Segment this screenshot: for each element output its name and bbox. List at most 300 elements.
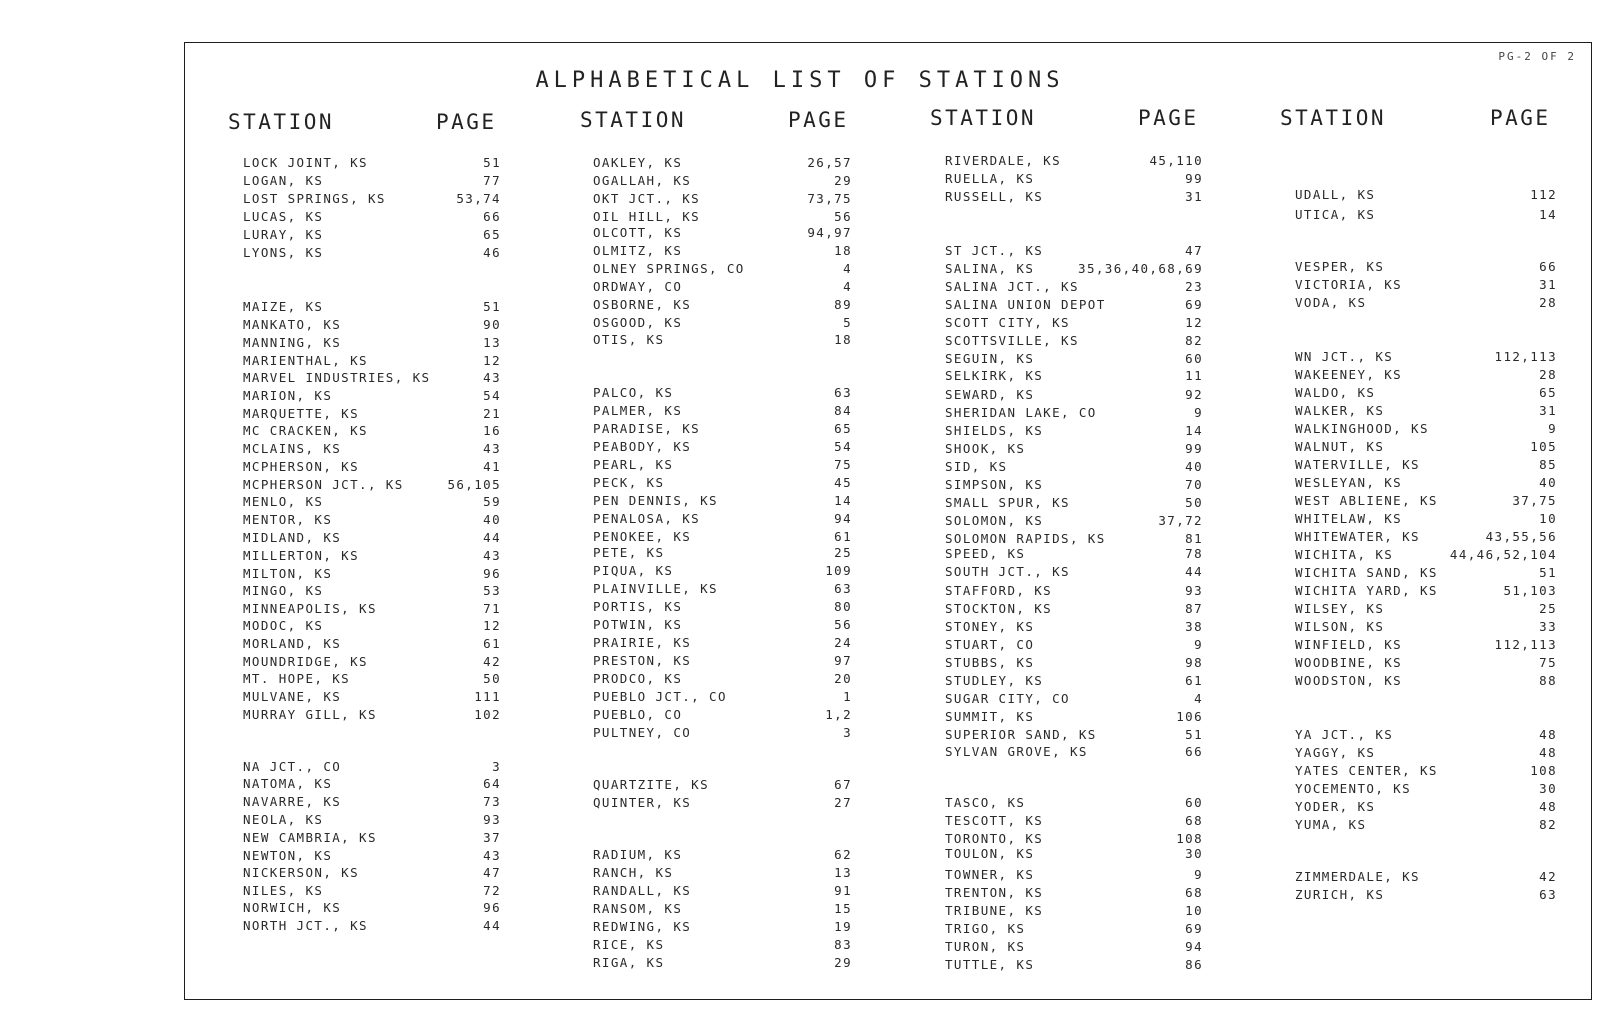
station-page: 63 [834,581,852,596]
station-row [243,811,501,829]
station-row [243,600,501,618]
station-name: MENTOR, KS [243,512,333,527]
station-page: 42 [1539,869,1557,884]
station-page: 44,46,52,104 [1449,547,1557,562]
station-row [593,296,852,314]
station-page: 56,105 [447,477,501,492]
station-name: MC CRACKEN, KS [243,423,368,438]
station-page: 21 [483,406,501,421]
station-name: TORONTO, KS [945,831,1044,846]
station-name: WICHITA, KS [1295,547,1394,562]
station-page: 18 [834,332,852,347]
station-row [593,918,852,936]
station-row [945,188,1203,206]
station-row [243,670,501,688]
station-page: 11 [1185,368,1203,383]
station-name: TRIGO, KS [945,921,1026,936]
station-row [1295,258,1557,276]
station-row [945,440,1203,458]
station-name: NATOMA, KS [243,776,333,791]
station-row [1295,744,1557,762]
station-header: STATION [1280,106,1387,130]
station-row [593,278,852,296]
station-page: 96 [483,566,501,581]
station-name: PETE, KS [593,545,665,560]
station-page: 45 [834,475,852,490]
station-page: 41 [483,459,501,474]
station-page: 4 [843,261,852,276]
station-row [945,170,1203,188]
station-row [945,902,1203,920]
station-page: 69 [1185,921,1203,936]
station-row [243,917,501,935]
station-name: PALMER, KS [593,403,683,418]
station-page: 28 [1539,367,1557,382]
station-name: UDALL, KS [1295,187,1376,202]
station-page: 47 [483,865,501,880]
station-row [243,422,501,440]
station-name: STAFFORD, KS [945,583,1053,598]
station-row [593,260,852,278]
station-name: RICE, KS [593,937,665,952]
station-page: 84 [834,403,852,418]
station-page: 82 [1539,817,1557,832]
station-row [1295,886,1557,904]
station-row [593,598,852,616]
station-row [945,845,1203,863]
station-page: 13 [834,865,852,880]
station-page: 40 [483,512,501,527]
station-page: 66 [483,209,501,224]
station-name: MANKATO, KS [243,317,342,332]
station-page: 37,72 [1158,513,1203,528]
station-row [243,635,501,653]
station-name: WALKINGHOOD, KS [1295,421,1429,436]
station-page: 98 [1185,655,1203,670]
station-row [593,331,852,349]
station-page: 3 [492,759,501,774]
station-row [945,938,1203,956]
station-name: YATES CENTER, KS [1295,763,1438,778]
station-page: 16 [483,423,501,438]
station-name: SOLOMON RAPIDS, KS [945,531,1106,546]
station-page: 15 [834,901,852,916]
station-row [593,900,852,918]
station-name: WATERVILLE, KS [1295,457,1420,472]
station-name: OAKLEY, KS [593,155,683,170]
station-row [243,476,501,494]
station-name: SEWARD, KS [945,387,1035,402]
station-row [945,386,1203,404]
station-page: 10 [1539,511,1557,526]
station-page: 50 [1185,495,1203,510]
station-row [593,882,852,900]
station-page: 12 [1185,315,1203,330]
station-row [243,775,501,793]
station-row [593,634,852,652]
station-name: YAGGY, KS [1295,745,1376,760]
station-page: 14 [1185,423,1203,438]
station-page: 40 [1539,475,1557,490]
station-name: MARQUETTE, KS [243,406,360,421]
station-name: MILTON, KS [243,566,333,581]
station-name: YODER, KS [1295,799,1376,814]
station-name: MARIENTHAL, KS [243,353,368,368]
station-row [243,172,501,190]
station-row [243,882,501,900]
station-row [945,367,1203,385]
station-header: STATION [580,108,687,132]
station-page: 108 [1176,831,1203,846]
station-page: 93 [483,812,501,827]
station-page: 89 [834,297,852,312]
station-row [593,544,852,562]
station-row [243,298,501,316]
station-page: 81 [1185,531,1203,546]
station-page: 12 [483,353,501,368]
station-name: NORWICH, KS [243,900,342,915]
station-row [243,154,501,172]
station-name: TOWNER, KS [945,867,1035,882]
station-row [593,670,852,688]
station-name: PULTNEY, CO [593,725,692,740]
station-page: 5 [843,315,852,330]
station-name: OGALLAH, KS [593,173,692,188]
station-row [945,708,1203,726]
station-row [593,154,852,172]
station-row [243,582,501,600]
station-row [1295,366,1557,384]
station-name: SID, KS [945,459,1008,474]
station-name: PRODCO, KS [593,671,683,686]
station-name: RIGA, KS [593,955,665,970]
station-row [593,846,852,864]
station-page: 73,75 [807,191,852,206]
station-row [1295,528,1557,546]
station-row [1295,206,1557,224]
station-name: SEGUIN, KS [945,351,1035,366]
station-page: 1,2 [825,707,852,722]
station-page: 18 [834,243,852,258]
station-page: 24 [834,635,852,650]
station-row [945,690,1203,708]
station-page: 31 [1185,189,1203,204]
station-page: 44 [1185,564,1203,579]
station-name: POTWIN, KS [593,617,683,632]
station-row [1295,798,1557,816]
station-row [243,493,501,511]
page-header: PAGE [436,110,497,134]
station-name: PEARL, KS [593,457,674,472]
station-page: 63 [1539,887,1557,902]
station-page: 20 [834,671,852,686]
station-page: 40 [1185,459,1203,474]
station-row [593,438,852,456]
station-name: SALINA JCT., KS [945,279,1079,294]
station-page: 50 [483,671,501,686]
station-name: OSGOOD, KS [593,315,683,330]
station-row [243,369,501,387]
station-name: SHIELDS, KS [945,423,1044,438]
station-page: 65 [1539,385,1557,400]
station-page: 99 [1185,441,1203,456]
station-name: WHITEWATER, KS [1295,529,1420,544]
station-name: PUEBLO, CO [593,707,683,722]
station-name: PECK, KS [593,475,665,490]
station-header: STATION [228,110,335,134]
station-row [1295,780,1557,798]
station-row [945,152,1203,170]
station-row [593,580,852,598]
station-name: SMALL SPUR, KS [945,495,1070,510]
station-name: WALNUT, KS [1295,439,1385,454]
station-name: SALINA, KS [945,261,1035,276]
station-name: YOCEMENTO, KS [1295,781,1412,796]
station-row [945,672,1203,690]
station-row [945,956,1203,974]
station-page: 109 [825,563,852,578]
station-page: 35,36,40,68,69 [1078,261,1203,276]
station-name: WOODBINE, KS [1295,655,1403,670]
station-page: 43 [483,548,501,563]
station-row [1295,672,1557,690]
station-page: 54 [483,388,501,403]
station-page: 105 [1530,439,1557,454]
station-name: STONEY, KS [945,619,1035,634]
station-name: NILES, KS [243,883,324,898]
station-page: 10 [1185,903,1203,918]
station-page: 4 [843,279,852,294]
station-row [945,726,1203,744]
page-header: PAGE [1490,106,1551,130]
station-row [243,547,501,565]
station-row [945,422,1203,440]
station-name: RANDALL, KS [593,883,692,898]
station-name: MILLERTON, KS [243,548,360,563]
station-name: WICHITA YARD, KS [1295,583,1438,598]
station-row [593,402,852,420]
station-row [945,476,1203,494]
station-row [593,314,852,332]
station-page: 53 [483,583,501,598]
station-name: OLNEY SPRINGS, CO [593,261,745,276]
station-name: MURRAY GILL, KS [243,707,377,722]
station-row [945,920,1203,938]
station-name: ORDWAY, CO [593,279,683,294]
station-name: TRIBUNE, KS [945,903,1044,918]
station-name: REDWING, KS [593,919,692,934]
station-row [243,511,501,529]
station-page: 85 [1539,457,1557,472]
station-page: 29 [834,955,852,970]
station-name: TOULON, KS [945,846,1035,861]
station-row [593,688,852,706]
station-page: 9 [1194,405,1203,420]
station-page: 70 [1185,477,1203,492]
station-page: 56 [834,617,852,632]
station-row [593,864,852,882]
station-row [243,899,501,917]
station-name: SOUTH JCT., KS [945,564,1070,579]
station-page: 51 [483,155,501,170]
station-page: 94 [1185,939,1203,954]
station-row [243,688,501,706]
station-row [593,224,852,242]
station-name: PENOKEE, KS [593,529,692,544]
station-name: WALKER, KS [1295,403,1385,418]
station-name: ST JCT., KS [945,243,1044,258]
station-name: PRAIRIE, KS [593,635,692,650]
station-name: WILSEY, KS [1295,601,1385,616]
station-row [945,582,1203,600]
station-name: SUPERIOR SAND, KS [945,727,1097,742]
station-row [1295,438,1557,456]
station-name: ZIMMERDALE, KS [1295,869,1420,884]
station-row [945,404,1203,422]
station-name: SIMPSON, KS [945,477,1044,492]
station-page: 43 [483,441,501,456]
station-name: ZURICH, KS [1295,887,1385,902]
station-name: PIQUA, KS [593,563,674,578]
station-name: NEW CAMBRIA, KS [243,830,377,845]
station-name: WILSON, KS [1295,619,1385,634]
station-row [945,278,1203,296]
station-name: MOUNDRIDGE, KS [243,654,368,669]
station-page: 14 [1539,207,1557,222]
station-name: SUGAR CITY, CO [945,691,1070,706]
station-row [945,332,1203,350]
station-name: RUSSELL, KS [945,189,1044,204]
station-row [945,494,1203,512]
station-name: LOST SPRINGS, KS [243,191,386,206]
station-name: OTIS, KS [593,332,665,347]
station-page: 1 [843,689,852,704]
page-header: PAGE [1138,106,1199,130]
station-row [243,244,501,262]
station-row [1295,510,1557,528]
station-page: 64 [483,776,501,791]
station-row [593,724,852,742]
station-name: MAIZE, KS [243,299,324,314]
station-name: PUEBLO JCT., CO [593,689,727,704]
station-page: 23 [1185,279,1203,294]
station-page: 44 [483,530,501,545]
station-page: 112,113 [1494,349,1557,364]
station-page: 65 [483,227,501,242]
station-page: 19 [834,919,852,934]
station-row [945,512,1203,530]
station-page: 3 [843,725,852,740]
station-page: 37 [483,830,501,845]
station-name: PLAINVILLE, KS [593,581,718,596]
station-name: QUARTZITE, KS [593,777,710,792]
station-page: 53,74 [456,191,501,206]
station-page: 99 [1185,171,1203,186]
station-name: NORTH JCT., KS [243,918,368,933]
station-page: 112 [1530,187,1557,202]
station-page: 61 [483,636,501,651]
station-name: OKT JCT., KS [593,191,701,206]
station-name: SALINA UNION DEPOT [945,297,1106,312]
station-row [945,884,1203,902]
station-page: 27 [834,795,852,810]
station-page: 72 [483,883,501,898]
station-page: 26,57 [807,155,852,170]
station-page: 43,55,56 [1485,529,1557,544]
station-name: MIDLAND, KS [243,530,342,545]
station-name: NAVARRE, KS [243,794,342,809]
station-page: 96 [483,900,501,915]
station-page: 88 [1539,673,1557,688]
station-name: SOLOMON, KS [945,513,1044,528]
station-name: MODOC, KS [243,618,324,633]
station-row [945,636,1203,654]
station-name: WOODSTON, KS [1295,673,1403,688]
station-row [945,350,1203,368]
station-page: 48 [1539,799,1557,814]
station-page: 108 [1530,763,1557,778]
station-row [945,743,1203,761]
station-name: PEN DENNIS, KS [593,493,718,508]
station-page: 67 [834,777,852,792]
station-row [1295,492,1557,510]
station-name: PRESTON, KS [593,653,692,668]
station-name: STUBBS, KS [945,655,1035,670]
station-name: NEOLA, KS [243,812,324,827]
station-row [243,617,501,635]
station-row [593,616,852,634]
station-page: 77 [483,173,501,188]
station-row [1295,816,1557,834]
station-name: MINGO, KS [243,583,324,598]
station-name: WESLEYAN, KS [1295,475,1403,490]
station-name: LYONS, KS [243,245,324,260]
station-row [593,776,852,794]
page-number: PG-2 OF 2 [1498,50,1576,63]
station-page: 38 [1185,619,1203,634]
station-page: 68 [1185,813,1203,828]
station-name: NA JCT., CO [243,759,342,774]
station-page: 71 [483,601,501,616]
station-page: 94,97 [807,225,852,240]
station-name: RIVERDALE, KS [945,153,1062,168]
page-title: ALPHABETICAL LIST OF STATIONS [535,68,1065,93]
station-name: TURON, KS [945,939,1026,954]
station-row [593,190,852,208]
station-name: OIL HILL, KS [593,209,701,224]
station-row [1295,618,1557,636]
station-name: RUELLA, KS [945,171,1035,186]
station-page: 112,113 [1494,637,1557,652]
station-row [243,458,501,476]
station-name: WICHITA SAND, KS [1295,565,1438,580]
station-page: 97 [834,653,852,668]
station-name: SYLVAN GROVE, KS [945,744,1088,759]
station-row [593,492,852,510]
station-page: 51 [1539,565,1557,580]
station-name: SUMMIT, KS [945,709,1035,724]
station-page: 60 [1185,351,1203,366]
station-row [593,420,852,438]
station-row [945,794,1203,812]
station-page: 56 [834,209,852,224]
station-page: 30 [1185,846,1203,861]
station-row [1295,474,1557,492]
station-page: 63 [834,385,852,400]
station-page: 69 [1185,297,1203,312]
station-page: 82 [1185,333,1203,348]
station-page: 25 [1539,601,1557,616]
